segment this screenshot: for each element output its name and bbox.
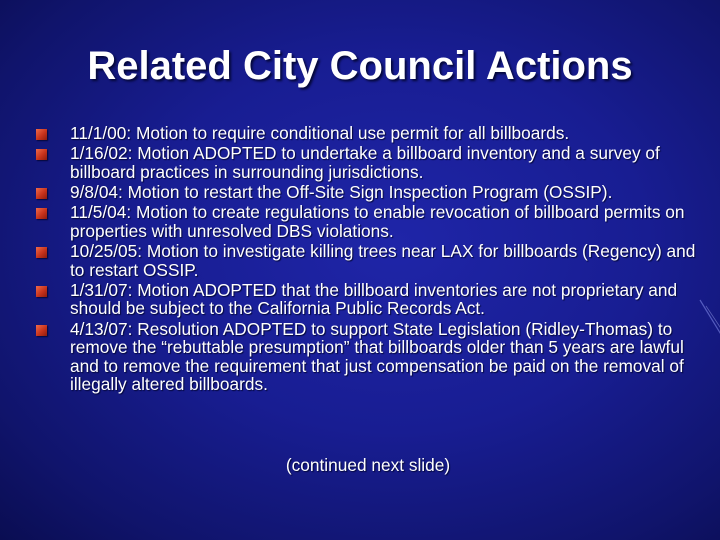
- bullet-list: [36, 124, 704, 395]
- bullet-item: [36, 124, 704, 143]
- red-square-bullet-icon: [36, 325, 47, 336]
- red-square-bullet-icon: [36, 188, 47, 199]
- red-square-bullet-icon: [36, 129, 47, 140]
- bullet-text: 9/8/04: Motion to restart the Off-Site Sign Inspection Program (OSSIP).: [70, 181, 613, 202]
- bullet-text: 11/1/00: Motion to require conditional use permit for all billboards.: [70, 123, 570, 143]
- continued-note: (continued next slide): [285, 455, 451, 475]
- red-square-bullet-icon: [36, 149, 47, 160]
- bullet-item: [36, 281, 704, 318]
- bullet-text: 4/13/07: Resolution ADOPTED to support State Legislation (Ridley-Thomas) to remove the “rebuttable presumption” that billboards older than 5 years are lawful and to remove the requirement that just compensation be paid on the removal of illegally altered billboards.: [70, 318, 684, 395]
- bullet-item: [36, 242, 704, 279]
- bullet-text: 10/25/05: Motion to investigate killing trees near LAX for billboards (Regency) and to restart OSSIP.: [70, 240, 696, 280]
- bullet-item: [36, 320, 704, 394]
- bullet-text: 1/16/02: Motion ADOPTED to undertake a billboard inventory and a survey of billboard practices in surrounding jurisdictions.: [70, 143, 660, 182]
- red-square-bullet-icon: [36, 286, 47, 297]
- bullet-item: [36, 144, 704, 181]
- red-square-bullet-icon: [36, 208, 47, 219]
- slide-title: Related City Council Actions: [87, 44, 633, 88]
- bullet-item: [36, 183, 704, 202]
- red-square-bullet-icon: [36, 247, 47, 258]
- bullet-item: [36, 203, 704, 240]
- bullet-text: 1/31/07: Motion ADOPTED that the billboard inventories are not proprietary and should be subject to the California Public Records Act.: [70, 279, 678, 319]
- bullet-text: 11/5/04: Motion to create regulations to enable revocation of billboard permits on properties with unresolved DBS violations.: [70, 202, 685, 241]
